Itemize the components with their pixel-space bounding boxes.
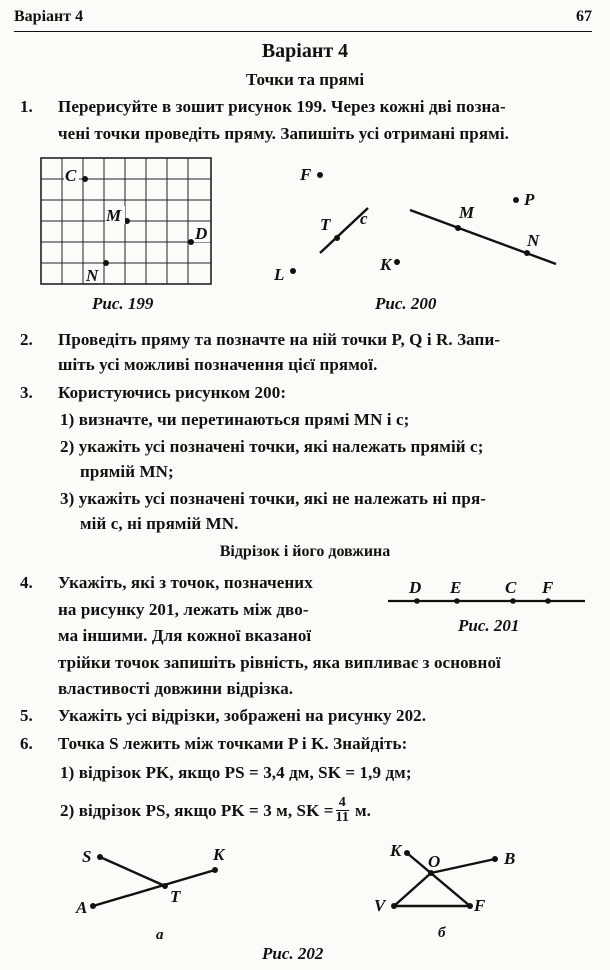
task-item: мій c, ні прямій MN. — [80, 514, 239, 533]
point-label-T: T — [170, 887, 181, 906]
task-item: 3) укажіть усі позначені точки, які не належать ні пря- — [60, 489, 487, 508]
task-text: Проведіть пряму та позначте на ній точки P, Q і R. Запи- — [58, 330, 501, 349]
task-text: Точка S лежить між точками P і K. Знайдіть: — [58, 734, 408, 753]
figure-202-caption: Рис. 202 — [262, 944, 324, 963]
point-label-C: C — [65, 166, 77, 185]
task-text: трійки точок запишіть рівність, яка випливає з основної — [58, 653, 501, 672]
point-label-E: E — [450, 578, 462, 597]
task-number: 3. — [20, 383, 33, 402]
line-label-c: c — [360, 209, 368, 228]
task-number: 6. — [20, 734, 33, 753]
point-label-C: C — [505, 578, 517, 597]
point-label-F: F — [474, 896, 486, 915]
fraction-numerator: 4 — [336, 796, 349, 811]
point-label-P: P — [524, 190, 535, 209]
fraction — [336, 796, 349, 825]
task-text: Користуючись рисунком 200: — [58, 383, 287, 402]
task-text: на рисунку 201, лежать між дво- — [58, 600, 309, 619]
figure-200 — [270, 160, 570, 290]
point-label-K: K — [380, 255, 392, 274]
point-label-N: N — [527, 231, 540, 250]
running-header-title: Варіант 4 — [14, 8, 84, 25]
point-label-V: V — [374, 896, 386, 915]
task-item-unit: м. — [354, 800, 372, 820]
point-label-S: S — [82, 847, 92, 866]
task-item: 2) укажіть усі позначені точки, які належать прямій c; — [60, 437, 484, 456]
task-number: 1. — [20, 97, 33, 116]
fraction-denominator: 11 — [335, 810, 349, 825]
section-title-points-lines: Точки та прямі — [245, 70, 365, 89]
subfigure-label-a: а — [156, 927, 164, 940]
task-text: Укажіть, які з точок, позначених — [58, 573, 313, 592]
subfigure-label-b: б — [438, 925, 446, 940]
point-label-A: A — [76, 898, 88, 917]
figure-200-caption: Рис. 200 — [375, 294, 437, 313]
task-item-text: 2) відрізок PS, якщо PK = 3 м, SK = — [60, 800, 334, 820]
task-item — [60, 796, 371, 825]
task-text: властивості довжини відрізка. — [58, 679, 294, 698]
point-label-M: M — [459, 203, 475, 222]
task-text: чені точки проведіть пряму. Запишіть усі отримані прямі. — [58, 124, 509, 143]
task-item: 1) відрізок PK, якщо PS = 3,4 дм, SK = 1,9 дм; — [60, 763, 412, 782]
point-label-F: F — [300, 165, 312, 184]
figure-202a — [70, 840, 250, 940]
point-label-F: F — [542, 578, 554, 597]
task-number: 2. — [20, 330, 33, 349]
variant-title: Варіант 4 — [261, 40, 349, 62]
point-label-N: N — [86, 266, 99, 285]
task-text: шіть усі можливі позначення цієї прямої. — [58, 355, 378, 374]
header-rule — [14, 31, 592, 32]
point-label-T: T — [320, 215, 331, 234]
task-number: 4. — [20, 573, 33, 592]
point-label-B: B — [504, 849, 516, 868]
task-text: Перерисуйте в зошит рисунок 199. Через кожні дві позна- — [58, 97, 506, 116]
task-number: 5. — [20, 706, 33, 725]
figure-202b — [370, 838, 530, 940]
point-label-M: M — [106, 206, 122, 225]
figure-201 — [385, 575, 590, 615]
point-label-D: D — [195, 224, 208, 243]
figure-199-grid — [40, 155, 220, 290]
task-item: прямій MN; — [80, 462, 174, 481]
point-label-K: K — [390, 841, 402, 860]
point-label-K: K — [213, 845, 225, 864]
task-text: ма іншими. Для кожної вказаної — [58, 626, 312, 645]
page-number: 67 — [576, 8, 592, 25]
figure-199-caption: Рис. 199 — [92, 294, 154, 313]
section-title-segment: Відрізок і його довжина — [219, 543, 391, 560]
point-label-D: D — [409, 578, 422, 597]
figure-201-caption: Рис. 201 — [458, 616, 520, 635]
point-label-L: L — [274, 265, 285, 284]
task-item: 1) визначте, чи перетинаються прямі MN і c; — [60, 410, 410, 429]
point-label-O: O — [428, 852, 441, 871]
task-text: Укажіть усі відрізки, зображені на рисунку 202. — [58, 706, 427, 725]
